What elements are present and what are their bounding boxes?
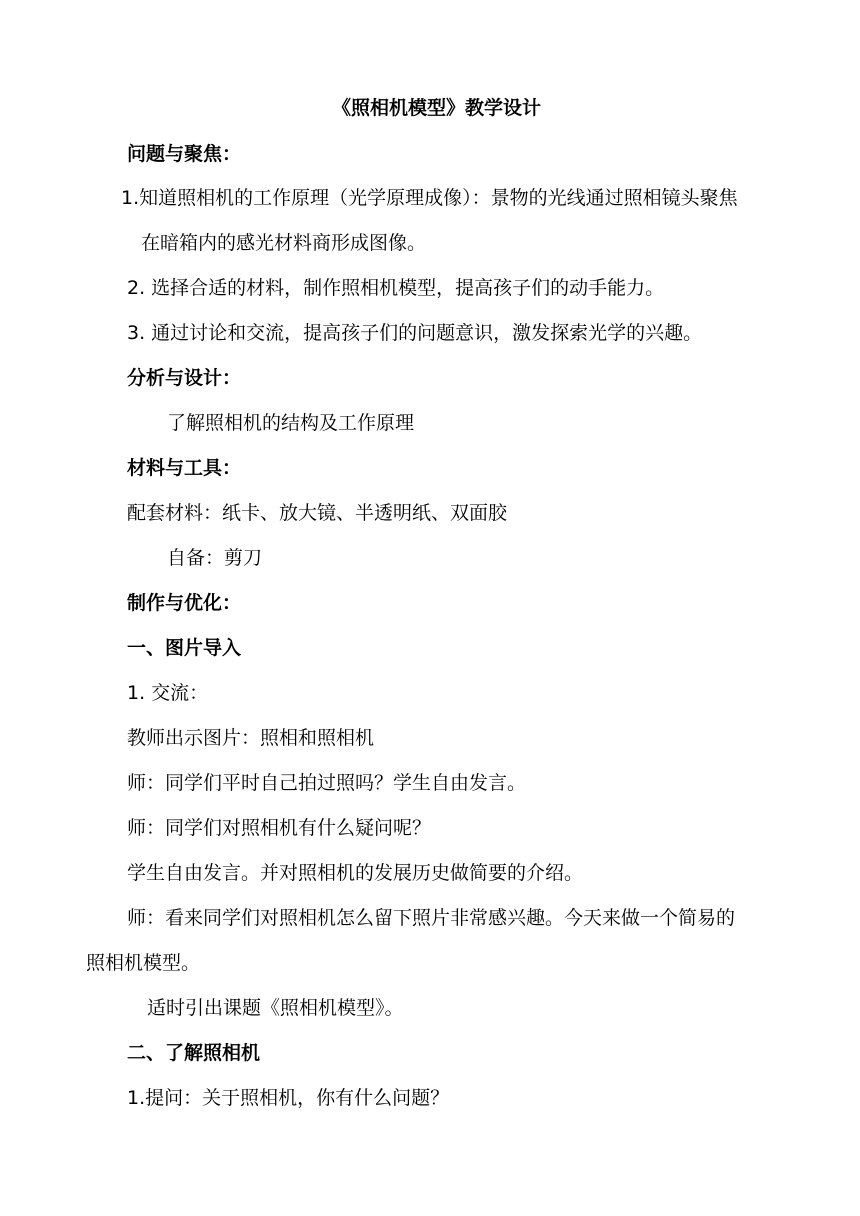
focus-item-1-line-2: 在暗箱内的感光材料商形成图像。 [141,232,427,254]
part-2-item-1: 1.提问：关于照相机，你有什么问题？ [127,1087,450,1109]
section-heading-focus: 问题与聚焦： [127,143,242,165]
part-1-question-1: 师：同学们平时自己拍过照吗？学生自由发言。 [127,772,527,794]
part-1-teacher-show: 教师出示图片：照相和照相机 [127,727,375,749]
section-heading-analysis: 分析与设计： [127,367,242,389]
materials-self: 自备：剪刀 [167,547,263,569]
part-1-item-1: 1. 交流： [127,682,209,704]
analysis-text: 了解照相机的结构及工作原理 [167,412,415,434]
section-heading-make: 制作与优化： [127,592,242,614]
part-1-teacher-long-line-2: 照相机模型。 [86,952,201,974]
part-1-topic: 适时引出课题《照相机模型》。 [147,997,404,1019]
materials-provided: 配套材料：纸卡、放大镜、半透明纸、双面胶 [127,502,508,524]
focus-item-2: 2. 选择合适的材料，制作照相机模型，提高孩子们的动手能力。 [127,277,665,299]
part-1-heading: 一、图片导入 [127,637,242,659]
part-1-teacher-long-line-1: 师：看来同学们对照相机怎么留下照片非常感兴趣。今天来做一个简易的 [127,907,736,929]
section-heading-materials: 材料与工具： [127,457,242,479]
focus-item-1-line-1: 1.知道照相机的工作原理（光学原理成像）：景物的光线通过照相镜头聚焦 [121,187,738,209]
focus-item-3: 3. 通过讨论和交流，提高孩子们的问题意识，激发探索光学的兴趣。 [127,322,703,344]
part-1-question-2: 师：同学们对照相机有什么疑问呢？ [127,817,432,839]
part-2-heading: 二、了解照相机 [127,1042,261,1064]
document-title: 《照相机模型》教学设计 [332,97,542,119]
part-1-students: 学生自由发言。并对照相机的发展历史做简要的介绍。 [127,862,584,884]
